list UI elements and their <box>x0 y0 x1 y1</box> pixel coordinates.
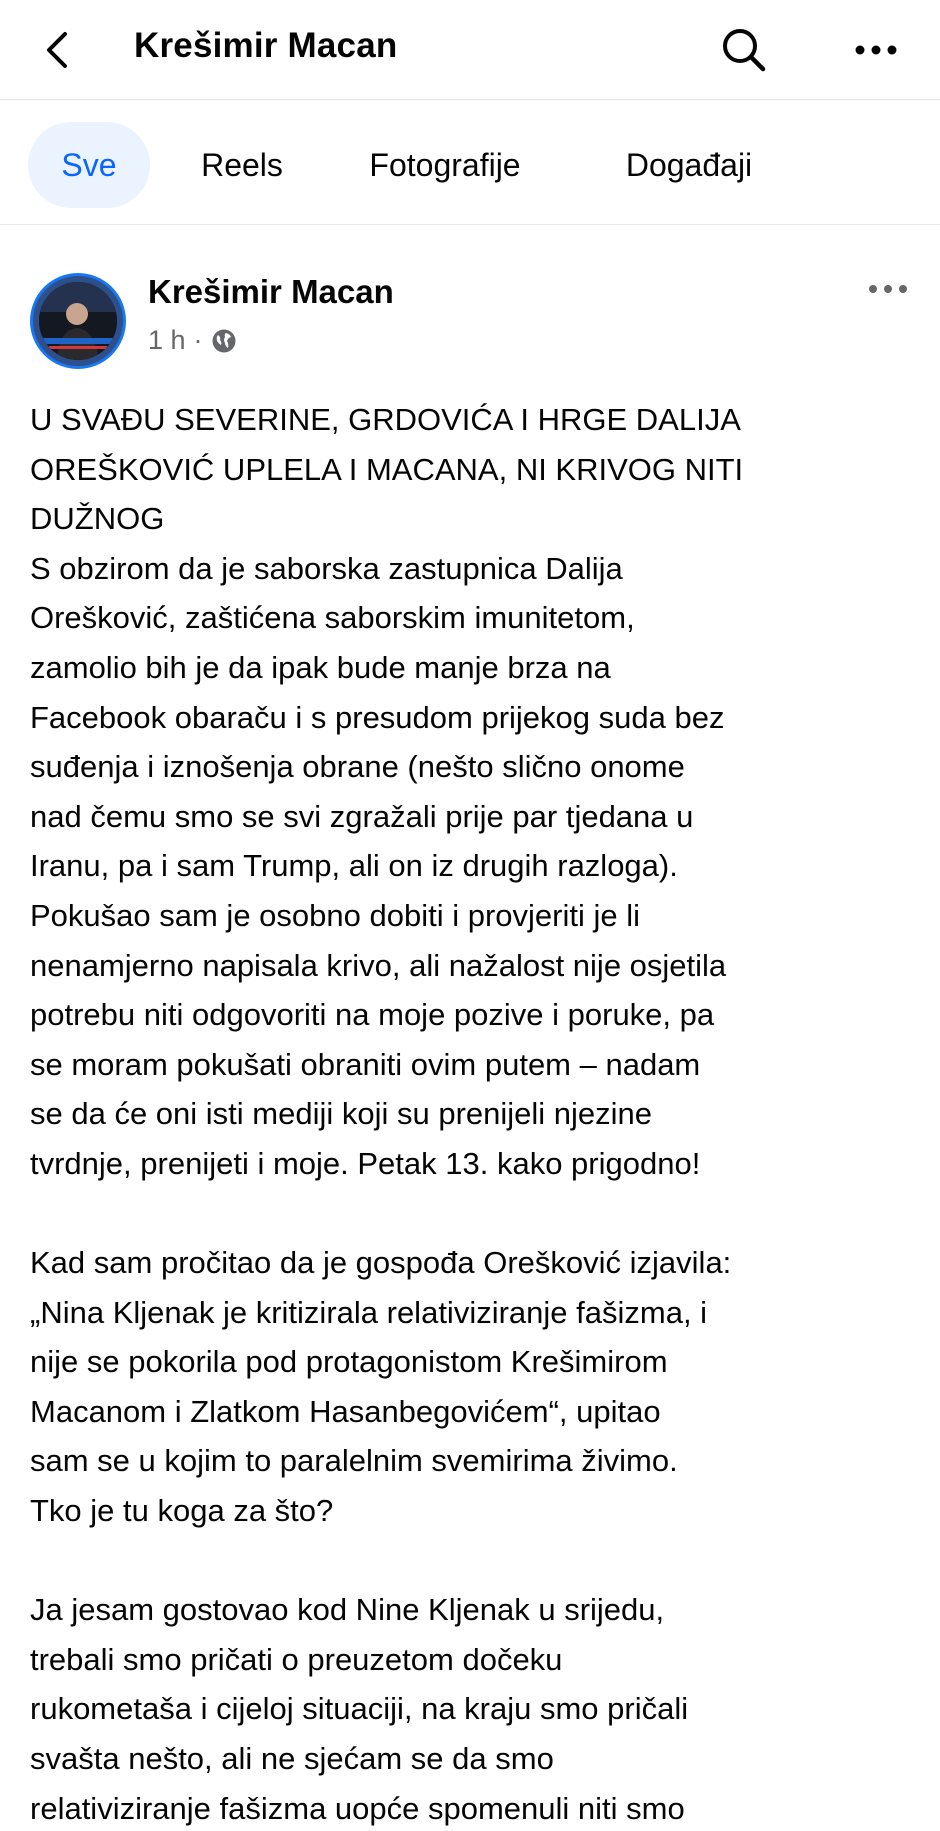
paragraph-gap <box>30 1189 930 1239</box>
tab-sve[interactable]: Sve <box>28 122 150 208</box>
chevron-left-icon <box>41 30 75 70</box>
text-line: Iranu, pa i sam Trump, ali on iz drugih razloga). <box>30 848 678 884</box>
text-line: zamolio bih je da ipak bude manje brza na <box>30 649 611 685</box>
meta-separator: · <box>193 325 203 355</box>
more-options-button[interactable] <box>848 22 904 78</box>
more-horizontal-icon <box>866 283 910 295</box>
text-line: OREŠKOVIĆ UPLELA I MACANA, NI KRIVOG NITI <box>30 451 744 487</box>
text-line: „Nina Kljenak je kritizirala relativiziranje fašizma, i <box>30 1294 708 1330</box>
tab-fotografije[interactable]: Fotografije <box>369 146 521 183</box>
text-line: S obzirom da je saborska zastupnica Dalija <box>30 550 623 586</box>
paragraph-gap <box>30 1536 930 1586</box>
post-author[interactable]: Krešimir Macan <box>148 273 394 310</box>
text-line: Pokušao sam je osobno dobiti i provjeriti je li <box>30 897 640 933</box>
paragraph-3 <box>30 1585 930 1831</box>
tab-dogadaji[interactable]: Događaji <box>625 146 753 183</box>
post <box>0 224 940 1831</box>
text-line: Kad sam pročitao da je gospođa Orešković izjavila: <box>30 1245 732 1281</box>
text-line: suđenja i iznošenja obrane (nešto slično onome <box>30 749 685 785</box>
text-line: rukometaša i cijeloj situaciji, na kraju smo pričali <box>30 1691 689 1727</box>
globe-icon <box>211 328 237 354</box>
text-line: Orešković, zaštićena saborskim imunitetom, <box>30 600 635 636</box>
tab-reels[interactable]: Reels <box>201 146 283 183</box>
back-button[interactable] <box>30 22 86 78</box>
search-button[interactable] <box>716 22 772 78</box>
text-line: U SVAĐU SEVERINE, GRDOVIĆA I HRGE DALIJA <box>30 402 741 437</box>
text-line: svašta nešto, ali ne sjećam se da smo <box>30 1741 554 1777</box>
text-line: se da će oni isti mediji koji su prenijeli njezine <box>30 1096 653 1132</box>
avatar-photo <box>39 282 117 360</box>
text-line: tvrdnje, prenijeti i moje. Petak 13. kako prigodno! <box>30 1145 701 1181</box>
post-time[interactable]: 1 h <box>148 325 186 355</box>
text-line: nad čemu smo se svi zgražali prije par tjedana u <box>30 798 694 834</box>
text-line: sam se u kojim to paralelnim svemirima živimo. <box>30 1443 678 1479</box>
profile-tabs <box>0 100 940 224</box>
text-line: trebali smo pričati o preuzetom dočeku <box>30 1641 563 1677</box>
post-text <box>30 395 930 1831</box>
post-more-button[interactable] <box>860 269 916 309</box>
more-horizontal-icon <box>852 42 900 58</box>
paragraph-1 <box>30 395 930 1189</box>
page-title: Krešimir Macan <box>134 26 398 65</box>
text-line: Facebook obaraču i s presudom prijekog suda bez <box>30 699 725 735</box>
text-line: DUŽNOG <box>30 501 165 537</box>
post-meta <box>148 325 237 356</box>
paragraph-2 <box>30 1238 930 1536</box>
text-line: nenamjerno napisala krivo, ali nažalost nije osjetila <box>30 947 727 983</box>
top-bar <box>0 0 940 100</box>
text-line: potrebu niti odgovoriti na moje pozive i poruke, pa <box>30 997 715 1033</box>
text-line: relativiziranje fašizma uopće spomenuli niti smo <box>30 1790 685 1826</box>
text-line: nije se pokorila pod protagonistom Krešimirom <box>30 1344 668 1380</box>
search-icon <box>720 26 768 74</box>
text-line: Tko je tu koga za što? <box>30 1493 334 1529</box>
text-line: Macanom i Zlatkom Hasanbegovićem“, upitao <box>30 1393 661 1429</box>
text-line: se moram pokušati obraniti ovim putem – nadam <box>30 1046 701 1082</box>
text-line: Ja jesam gostovao kod Nine Kljenak u srijedu, <box>30 1592 665 1628</box>
avatar[interactable] <box>30 273 126 369</box>
